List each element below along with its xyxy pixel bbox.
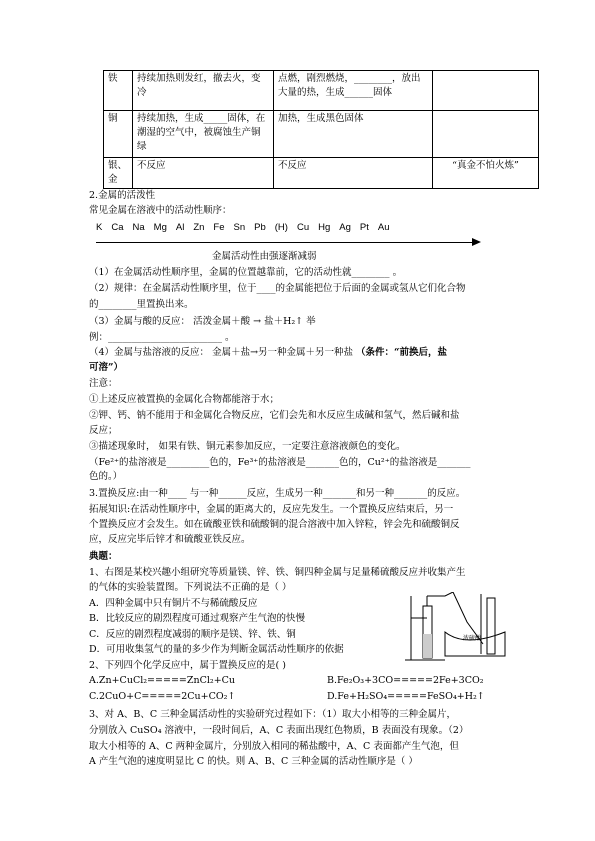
paragraph: 拓展知识:在活动性顺序中，金属的距离大的，反应先发生。一个置换反应结束后，另一 — [89, 504, 454, 515]
metal-symbol: Na — [132, 222, 145, 233]
question-text: 3、对 A、B、C 三种金属活动性的实验研究过程如下：（1）取大小相等的三种金属片， — [89, 709, 456, 720]
paragraph — [89, 346, 519, 360]
table-cell: 点燃，剧烈燃烧，________，放出大量的热，生成______固体 — [274, 71, 433, 111]
paragraph: 个置换反应才会发生。如在硫酸亚铁和硫酸铜的混合溶液中加入锌粒，锌会先和硫酸铜反 — [89, 519, 460, 530]
paragraph: 应，反应完毕后锌才和硫酸亚铁反应。 — [89, 534, 251, 545]
note-item: ②钾、钙、钠不能用于和金属化合物反应，它们会先和水反应生成碱和氢气，然后碱和盐 — [89, 410, 460, 421]
table-cell — [433, 71, 539, 111]
figure-label: 浓硫酸 — [463, 635, 482, 642]
note-item: ③描述现象时， 如果有铁、铜元素参加反应，一定要注意溶液颜色的变化。 — [89, 441, 406, 452]
option-a: A.Zn+CuCl₂=====ZnCl₂+Cu — [89, 675, 236, 686]
metal-symbol: Pt — [359, 222, 369, 233]
metal-symbol: Hg — [318, 222, 331, 233]
paragraph: （2）规律：在金属活动性顺序里，位于____的金属能把位于后面的金属或氢从它们化合物 — [89, 283, 466, 294]
paragraph: （1）在金属活动性顺序里，金属的位置越靠前，它的活动性就________ 。 — [89, 267, 403, 278]
note-item: 色的。） — [89, 471, 123, 482]
experiment-apparatus-figure — [405, 592, 517, 664]
section-heading: 2.金属的活泼性 — [89, 190, 156, 201]
metal-symbol: Pb — [254, 222, 266, 233]
note-item: ①上述反应被置换的金属化合物都能溶于水； — [89, 394, 280, 405]
table-cell: 不反应 — [133, 158, 274, 189]
option-d: D.Fe+H₂SO₄=====FeSO₄+H₂↑ — [327, 691, 485, 702]
option-b: B．比较反应的剧烈程度可通过观察产生气泡的快慢 — [89, 613, 305, 624]
arrow-caption: 金属活动性由强逐渐减弱 — [212, 251, 317, 262]
note-item: （Fe²⁺的盐溶液是_________色的，Fe³⁺的盐溶液是_______色的，Cu²⁺的盐溶液是_______ — [89, 457, 471, 468]
activity-series — [96, 222, 399, 233]
paragraph: 例：________________________ 。 — [89, 332, 235, 343]
metal-properties-table — [103, 70, 539, 189]
text: （4）金属与盐溶液的反应： 金属＋盐→另一种金属＋另一种盐 — [89, 347, 357, 358]
table-cell: 持续加热，生成_____固体，在潮湿的空气中，被腐蚀生产铜绿 — [133, 111, 274, 158]
table-row — [104, 111, 539, 158]
metal-symbol: K — [96, 222, 103, 233]
note-item: 反应； — [89, 425, 118, 436]
paragraph: （3）金属与酸的反应： 活泼金属＋酸 → 盐＋H₂↑ 举 — [89, 316, 316, 327]
option-c: C．反应的剧烈程度减弱的顺序是镁、锌、铁、铜 — [89, 629, 296, 640]
metal-symbol: Al — [175, 222, 185, 233]
metal-symbol: Zn — [193, 222, 205, 233]
metal-symbol: Ag — [339, 222, 351, 233]
activity-arrow-line — [96, 242, 474, 243]
metal-symbol: Fe — [213, 222, 225, 233]
question-text: 的气体的实验装置图。下列说法不正确的是（ ） — [89, 582, 292, 593]
option-a: A．四种金属中只有铜片不与稀硫酸反应 — [89, 598, 258, 609]
table-cell — [433, 111, 539, 158]
metal-symbol: Ca — [111, 222, 124, 233]
question-text: 分别放入 CuSO₄ 溶液中，一段时间后，A、C 表面出现红色物质，B 表面没有现象。（2） — [89, 725, 469, 736]
table-cell: 铜 — [104, 111, 133, 158]
table-row — [104, 71, 539, 111]
option-b: B.Fe₂O₃+3CO=====2Fe+3CO₂ — [327, 675, 484, 686]
table-row — [104, 158, 539, 189]
table-cell: 不反应 — [274, 158, 433, 189]
table-cell: 铁 — [104, 71, 133, 111]
metal-symbol: Au — [377, 222, 390, 233]
paragraph: 常见金属在溶液中的活动性顺序： — [89, 205, 232, 216]
option-c: C.2CuO+C=====2Cu+CO₂↑ — [89, 691, 236, 702]
table-cell: 加热，生成黑色固体 — [274, 111, 433, 158]
condition-text: 可溶”） — [89, 362, 123, 373]
metal-symbol: Sn — [233, 222, 246, 233]
arrow-head-icon — [472, 238, 481, 246]
table-cell: 持续加热则发红，撤去火，变冷 — [133, 71, 274, 111]
question-text: 1、右图是某校兴趣小组研究等质量镁、锌、铁、铜四种金属与足量稀硫酸反应并收集产生 — [89, 567, 466, 578]
condition-text: （条件：“前换后，盐 — [356, 347, 448, 358]
question-text: 2、下列四个化学反应中，属于置换反应的是( ) — [89, 660, 286, 671]
table-cell: “真金不怕火炼” — [433, 158, 539, 189]
metal-symbol: Mg — [153, 222, 167, 233]
question-text: 取大小相等的 A、C 两种金属片，分别放入相同的稀盐酸中，A、C 表面都产生气泡，但 — [89, 741, 459, 752]
question-text: A 产生气泡的速度明显比 C 的快。则 A、B、C 三种金属的活动性顺序是（ ） — [89, 756, 418, 767]
option-d: D．可用收集氢气的量的多少作为判断金属活动性顺序的依据 — [89, 644, 344, 655]
note-label: 注意： — [89, 378, 118, 389]
table-cell: 银、金 — [104, 158, 133, 189]
metal-symbol: Cu — [296, 222, 310, 233]
metal-symbol: (H) — [274, 222, 288, 233]
paragraph: 3.置换反应:由一种____ 与一种______反应，生成另一种_______和另一种_______的反应。 — [89, 488, 466, 499]
examples-heading: 典题： — [89, 551, 118, 562]
paragraph: 的________里置换出来。 — [89, 299, 194, 310]
